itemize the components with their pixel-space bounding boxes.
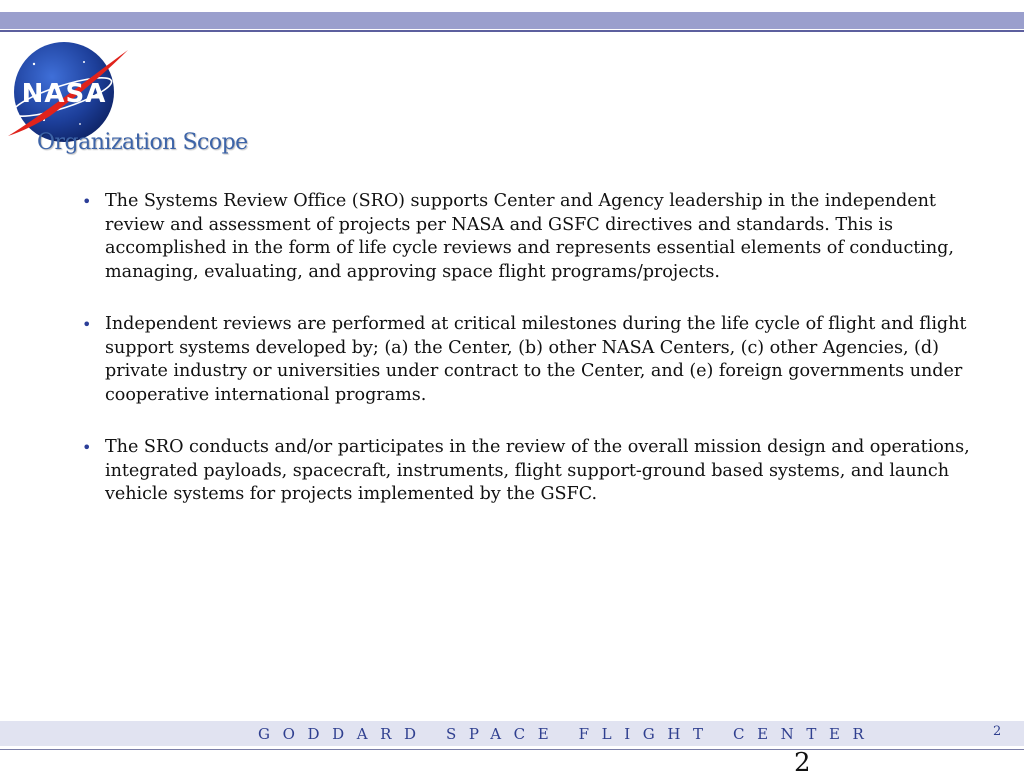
footer-page-number: 2	[993, 724, 1002, 739]
footer-rule	[0, 749, 1024, 750]
list-item	[82, 436, 982, 507]
bullet-text: The SRO conducts and/or participates in the review of the overall mission design and operations, integrated payloads, spacecraft, instruments, flight support-ground based systems, and launch vehicle systems for projects implemented by the GSFC.	[105, 437, 970, 504]
bullet-text: Independent reviews are performed at critical milestones during the life cycle of flight and flight support systems developed by; (a) the Center, (b) other NASA Centers, (c) other Agencies, (d) private industry or universities under contract to the Center, and (e) foreign governments under cooperative international programs.	[105, 314, 967, 405]
bullet-icon: •	[82, 192, 92, 211]
top-band	[0, 12, 1024, 29]
bullet-list	[82, 190, 982, 536]
footer-center-text: GODDARD SPACE FLIGHT CENTER	[258, 725, 877, 743]
nasa-logo-text: NASA	[21, 79, 107, 109]
top-rule	[0, 30, 1024, 32]
slide-number: 2	[794, 748, 811, 778]
page-title: Organization Scope	[37, 130, 248, 155]
bullet-icon: •	[82, 438, 92, 457]
list-item	[82, 313, 982, 407]
bullet-text: The Systems Review Office (SRO) supports Center and Agency leadership in the independent review and assessment of projects per NASA and GSFC directives and standards. This is accomplished in the form of life cycle reviews and represents essential elements of conducting, managing, evaluating, and approving space flight programs/projects.	[105, 191, 954, 282]
bullet-icon: •	[82, 315, 92, 334]
list-item	[82, 190, 982, 284]
